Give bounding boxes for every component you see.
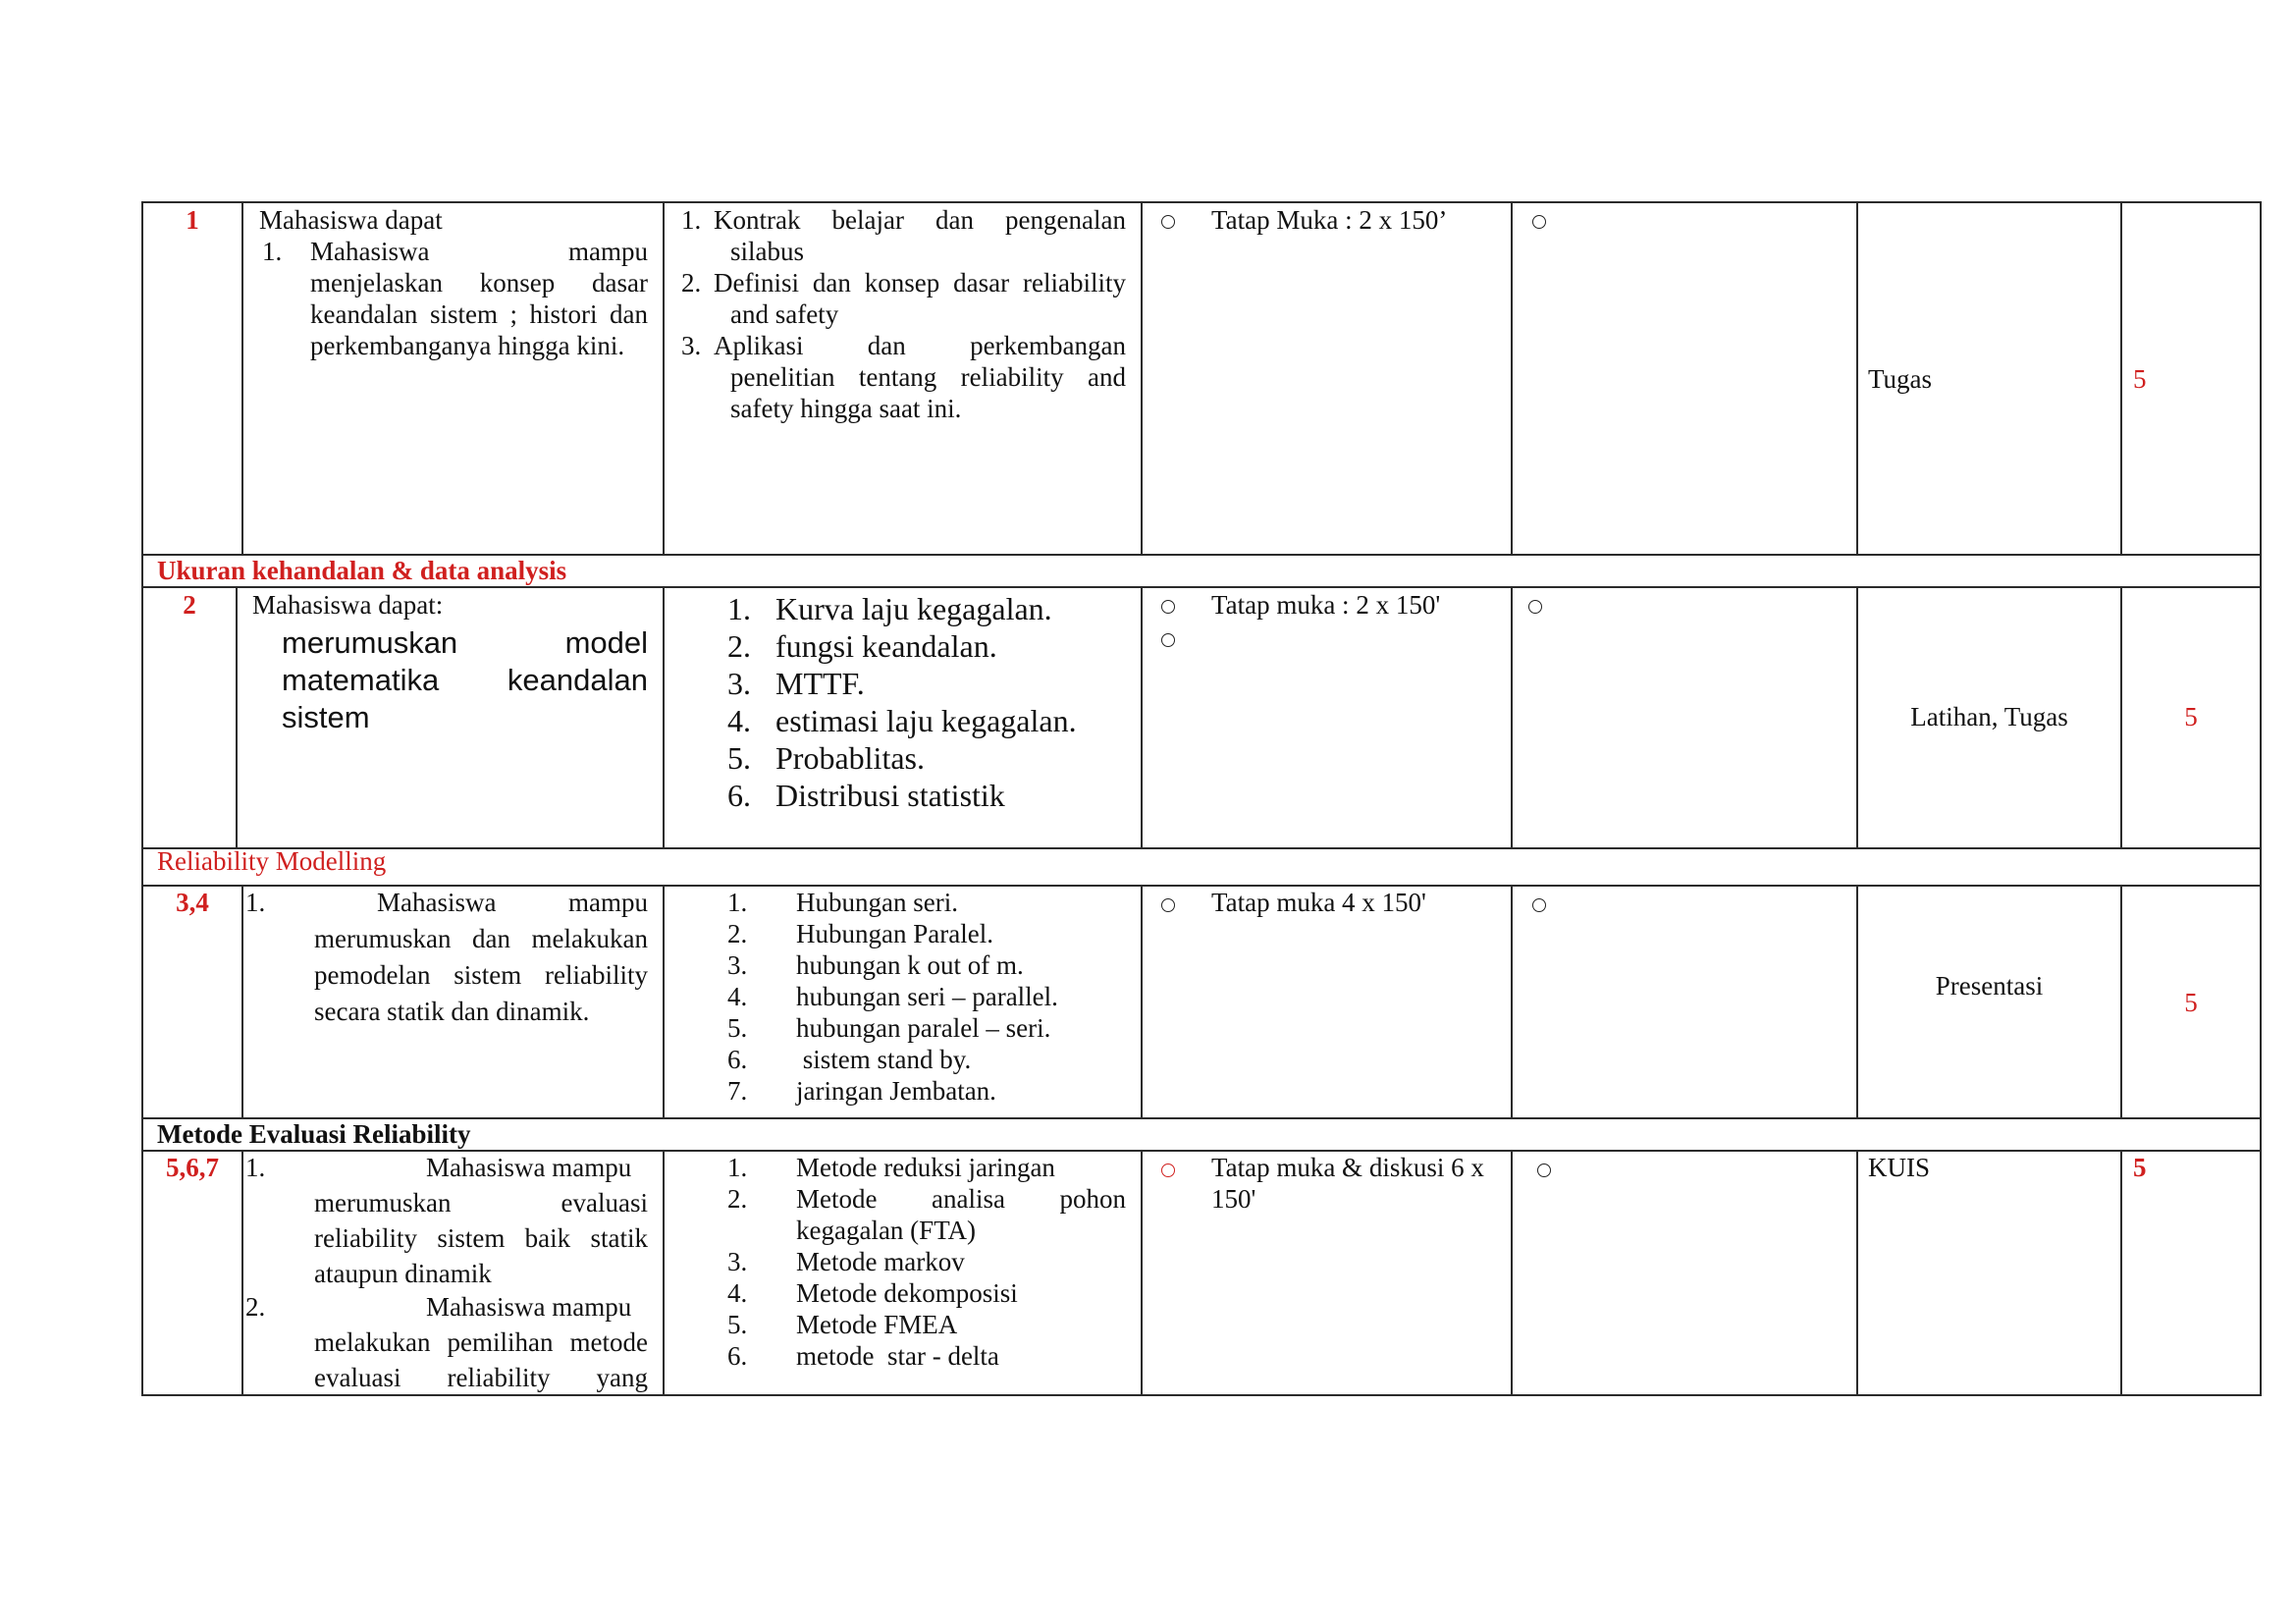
meeting-number: 5,6,7 (166, 1153, 219, 1182)
table-border-right (2260, 201, 2262, 1396)
topic-text: Hubungan seri. (796, 888, 958, 917)
topic-line: penelitian tentang reliability and (730, 362, 1126, 392)
col-divider (241, 885, 243, 1118)
bullet-circle-icon (1161, 1163, 1175, 1177)
topic-number: 3. (681, 331, 702, 360)
topic-text: MTTF. (775, 666, 865, 701)
topic-number: 4. (727, 1278, 748, 1308)
topic-number: 5. (727, 1310, 748, 1339)
learning-method: Tatap muka & diskusi 6 x (1211, 1153, 1484, 1182)
bullet-circle-icon (1532, 898, 1546, 912)
topic-line: Metode reduksi jaringan (796, 1153, 1055, 1182)
outcome-line: perkembanganya hingga kini. (310, 331, 625, 360)
topic-text: Probablitas. (775, 740, 925, 776)
topic-number: 4. (727, 982, 748, 1011)
meeting-number: 1 (186, 205, 199, 235)
outcome-line: reliability sistem baik statik (314, 1223, 648, 1253)
topic-line: Aplikasi dan perkembangan (714, 331, 1126, 360)
topic-number: 4. (727, 703, 751, 738)
topic-number: 3. (727, 1247, 748, 1276)
table-border-bottom (141, 1394, 2262, 1396)
topic-text: Hubungan Paralel. (796, 919, 993, 948)
outcome-first-word: Mahasiswa (377, 888, 497, 917)
topic-number: 2. (681, 268, 702, 298)
col-divider (1856, 885, 1858, 1118)
learning-method: Tatap Muka : 2 x 150’ (1211, 205, 1448, 235)
topic-number: 1. (727, 591, 751, 626)
topic-number: 6. (727, 1341, 748, 1371)
outcome-first-word-right: mampu (568, 237, 648, 266)
learning-method: 150' (1211, 1184, 1256, 1214)
col-divider (663, 201, 665, 555)
col-divider (241, 201, 243, 555)
topic-text: hubungan paralel – seri. (796, 1013, 1051, 1043)
topic-number: 3. (727, 950, 748, 980)
topic-line: Metode FMEA (796, 1310, 958, 1339)
outcome-line: evaluasi reliability yang (314, 1363, 648, 1392)
topic-line: metode star - delta (796, 1341, 999, 1371)
outcome-line: keandalan sistem ; histori dan (310, 299, 648, 329)
topic-text: hubungan seri – parallel. (796, 982, 1058, 1011)
col-divider (1141, 885, 1143, 1118)
bullet-circle-icon (1532, 215, 1546, 229)
outcome-first-word-right: mampu (568, 888, 648, 917)
topic-text: estimasi laju kegagalan. (775, 703, 1077, 738)
topic-line: and safety (730, 299, 839, 329)
topic-text: sistem stand by. (796, 1045, 972, 1074)
meeting-number: 2 (183, 590, 196, 620)
col-divider (241, 1150, 243, 1396)
bullet-circle-icon (1161, 898, 1175, 912)
topic-number: 1. (727, 888, 748, 917)
col-divider (663, 586, 665, 848)
outcome-line: merumuskan model (282, 625, 648, 660)
topic-number: 6. (727, 1045, 748, 1074)
section-heading: Reliability Modelling (157, 846, 387, 876)
col-divider (2120, 201, 2122, 555)
outcome-line: ataupun dinamik (314, 1259, 492, 1288)
section-heading: Metode Evaluasi Reliability (157, 1119, 471, 1149)
col-divider (1511, 201, 1513, 555)
col-divider (1511, 586, 1513, 848)
topic-number: 1. (727, 1153, 748, 1182)
outcome-line: secara statik dan dinamik. (314, 997, 590, 1026)
outcome-number: 2. (245, 1292, 266, 1322)
outcome-line: menjelaskan konsep dasar (310, 268, 648, 298)
outcome-line: merumuskan evaluasi (314, 1188, 648, 1217)
topic-line: Kontrak belajar dan pengenalan (714, 205, 1126, 235)
col-divider (663, 1150, 665, 1396)
topic-number: 3. (727, 666, 751, 701)
outcome-line: pemodelan sistem reliability (314, 960, 648, 990)
topic-line: safety hingga saat ini. (730, 394, 962, 423)
topic-number: 1. (681, 205, 702, 235)
outcome-intro: Mahasiswa dapat: (252, 590, 444, 620)
col-divider (2120, 1150, 2122, 1396)
bullet-circle-icon (1528, 600, 1542, 614)
col-divider (1141, 201, 1143, 555)
col-divider (1856, 201, 1858, 555)
topic-number: 2. (727, 1184, 748, 1214)
topic-number: 5. (727, 740, 751, 776)
topic-text: jaringan Jembatan. (796, 1076, 996, 1106)
topic-number: 5. (727, 1013, 748, 1043)
bullet-circle-icon (1161, 215, 1175, 229)
weight: 5 (2184, 988, 2198, 1017)
bullet-circle-icon (1537, 1163, 1551, 1177)
bullet-circle-icon (1161, 633, 1175, 647)
outcome-intro: Mahasiswa dapat (259, 205, 443, 235)
topic-line: silabus (730, 237, 805, 266)
topic-number: 2. (727, 628, 751, 664)
row-divider (141, 586, 2262, 588)
outcome-first-line: Mahasiswa mampu (426, 1292, 632, 1322)
outcome-line: merumuskan dan melakukan (314, 924, 648, 953)
outcome-line: sistem (282, 700, 370, 734)
outcome-number: 1. (245, 1153, 266, 1182)
topic-line: kegagalan (FTA) (796, 1216, 977, 1245)
col-divider (1511, 885, 1513, 1118)
table-border-top (141, 201, 2262, 203)
assessment: KUIS (1868, 1153, 1931, 1182)
weight: 5 (2184, 702, 2198, 731)
table-border-left (141, 201, 143, 1396)
topic-text: Kurva laju kegagalan. (775, 591, 1052, 626)
section-heading: Ukuran kehandalan & data analysis (157, 556, 567, 585)
meeting-number: 3,4 (176, 888, 209, 917)
topic-line: Metode dekomposisi (796, 1278, 1018, 1308)
topic-line: Metode markov (796, 1247, 965, 1276)
topic-number: 7. (727, 1076, 748, 1106)
col-divider (236, 586, 238, 848)
col-divider (1511, 1150, 1513, 1396)
learning-method: Tatap muka 4 x 150' (1211, 888, 1426, 917)
learning-method: Tatap muka : 2 x 150' (1211, 590, 1441, 620)
weight: 5 (2133, 364, 2147, 394)
outcome-number: 1. (245, 888, 266, 917)
assessment: Latihan, Tugas (1910, 702, 2068, 731)
assessment: Tugas (1868, 364, 1933, 394)
topic-number: 2. (727, 919, 748, 948)
col-divider (1856, 1150, 1858, 1396)
topic-number: 6. (727, 778, 751, 813)
outcome-first-word: Mahasiswa (310, 237, 430, 266)
assessment: Presentasi (1935, 971, 2044, 1001)
outcome-number: 1. (262, 237, 283, 266)
topic-text: Distribusi statistik (775, 778, 1005, 813)
col-divider (1141, 1150, 1143, 1396)
weight: 5 (2133, 1153, 2147, 1182)
topic-line: Definisi dan konsep dasar reliability (714, 268, 1126, 298)
bullet-circle-icon (1161, 600, 1175, 614)
outcome-line: matematika keandalan (282, 663, 648, 697)
col-divider (1141, 586, 1143, 848)
col-divider (663, 885, 665, 1118)
topic-text: fungsi keandalan. (775, 628, 997, 664)
topic-line: Metode analisa pohon (796, 1184, 1126, 1214)
topic-text: hubungan k out of m. (796, 950, 1024, 980)
outcome-line: melakukan pemilihan metode (314, 1327, 648, 1357)
row-divider (141, 847, 2262, 849)
outcome-first-line: Mahasiswa mampu (426, 1153, 632, 1182)
